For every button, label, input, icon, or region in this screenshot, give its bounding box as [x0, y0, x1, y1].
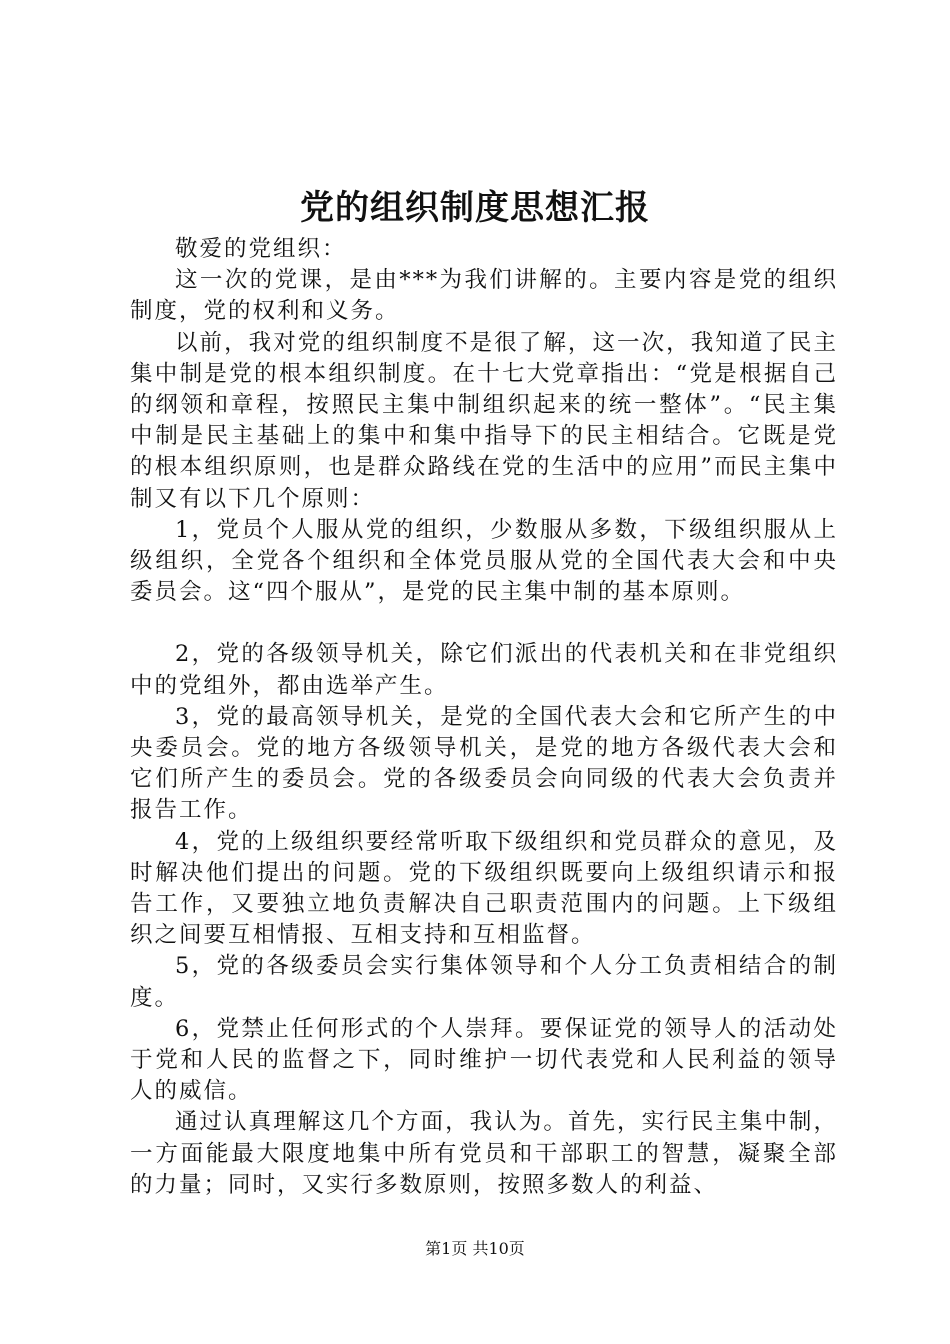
- principle-2: 2，党的各级领导机关，除它们派出的代表机关和在非党组织中的党组外，都由选举产生。: [130, 641, 838, 699]
- document-body: [130, 234, 838, 1201]
- principle-6: 6，党禁止任何形式的个人崇拜。要保证党的领导人的活动处于党和人民的监督之下，同时维护一切代表党和人民利益的领导人的威信。: [130, 1015, 838, 1105]
- paragraph-intro: 这一次的党课，是由***为我们讲解的。主要内容是党的组织制度，党的权利和义务。: [130, 267, 838, 325]
- paragraph-reflection: 通过认真理解这几个方面，我认为。首先，实行民主集中制，一方面能最大限度地集中所有党员和干部职工的智慧，凝聚全部的力量；同时，又实行多数原则，按照多数人的利益、: [130, 1109, 838, 1198]
- principle-4: 4，党的上级组织要经常听取下级组织和党员群众的意见，及时解决他们提出的问题。党的下级组织既要向上级组织请示和报告工作，又要独立地负责解决自己职责范围内的问题。上下级组织之间要互相情报、互相支持和互相监督。: [130, 828, 838, 949]
- salutation: 敬爱的党组织：: [175, 236, 347, 262]
- page-footer: 第1页 共10页: [425, 1239, 525, 1258]
- principle-1: 1，党员个人服从党的组织，少数服从多数，下级组织服从上级组织，全党各个组织和全体党员服从党的全国代表大会和中央委员会。这“四个服从”，是党的民主集中制的基本原则。: [130, 516, 838, 606]
- principle-3: 3，党的最高领导机关，是党的全国代表大会和它所产生的中央委员会。党的地方各级领导机关，是党的地方各级代表大会和它们所产生的委员会。党的各级委员会向同级的代表大会负责并报告工作。: [130, 703, 838, 824]
- principle-5: 5，党的各级委员会实行集体领导和个人分工负责相结合的制度。: [130, 953, 838, 1011]
- paragraph-democratic-centralism: 以前，我对党的组织制度不是很了解，这一次，我知道了民主集中制是党的根本组织制度。在十七大党章指出：“党是根据自己的纲领和章程，按照民主集中制组织起来的统一整体”。“民主集中制是民主基础上的集中和集中指导下的民主相结合。它既是党的根本组织原则，也是群众路线在党的生活中的应用”而民主集中制又有以下几个原则：: [130, 329, 838, 512]
- document-title: 党的组织制度思想汇报: [300, 188, 650, 228]
